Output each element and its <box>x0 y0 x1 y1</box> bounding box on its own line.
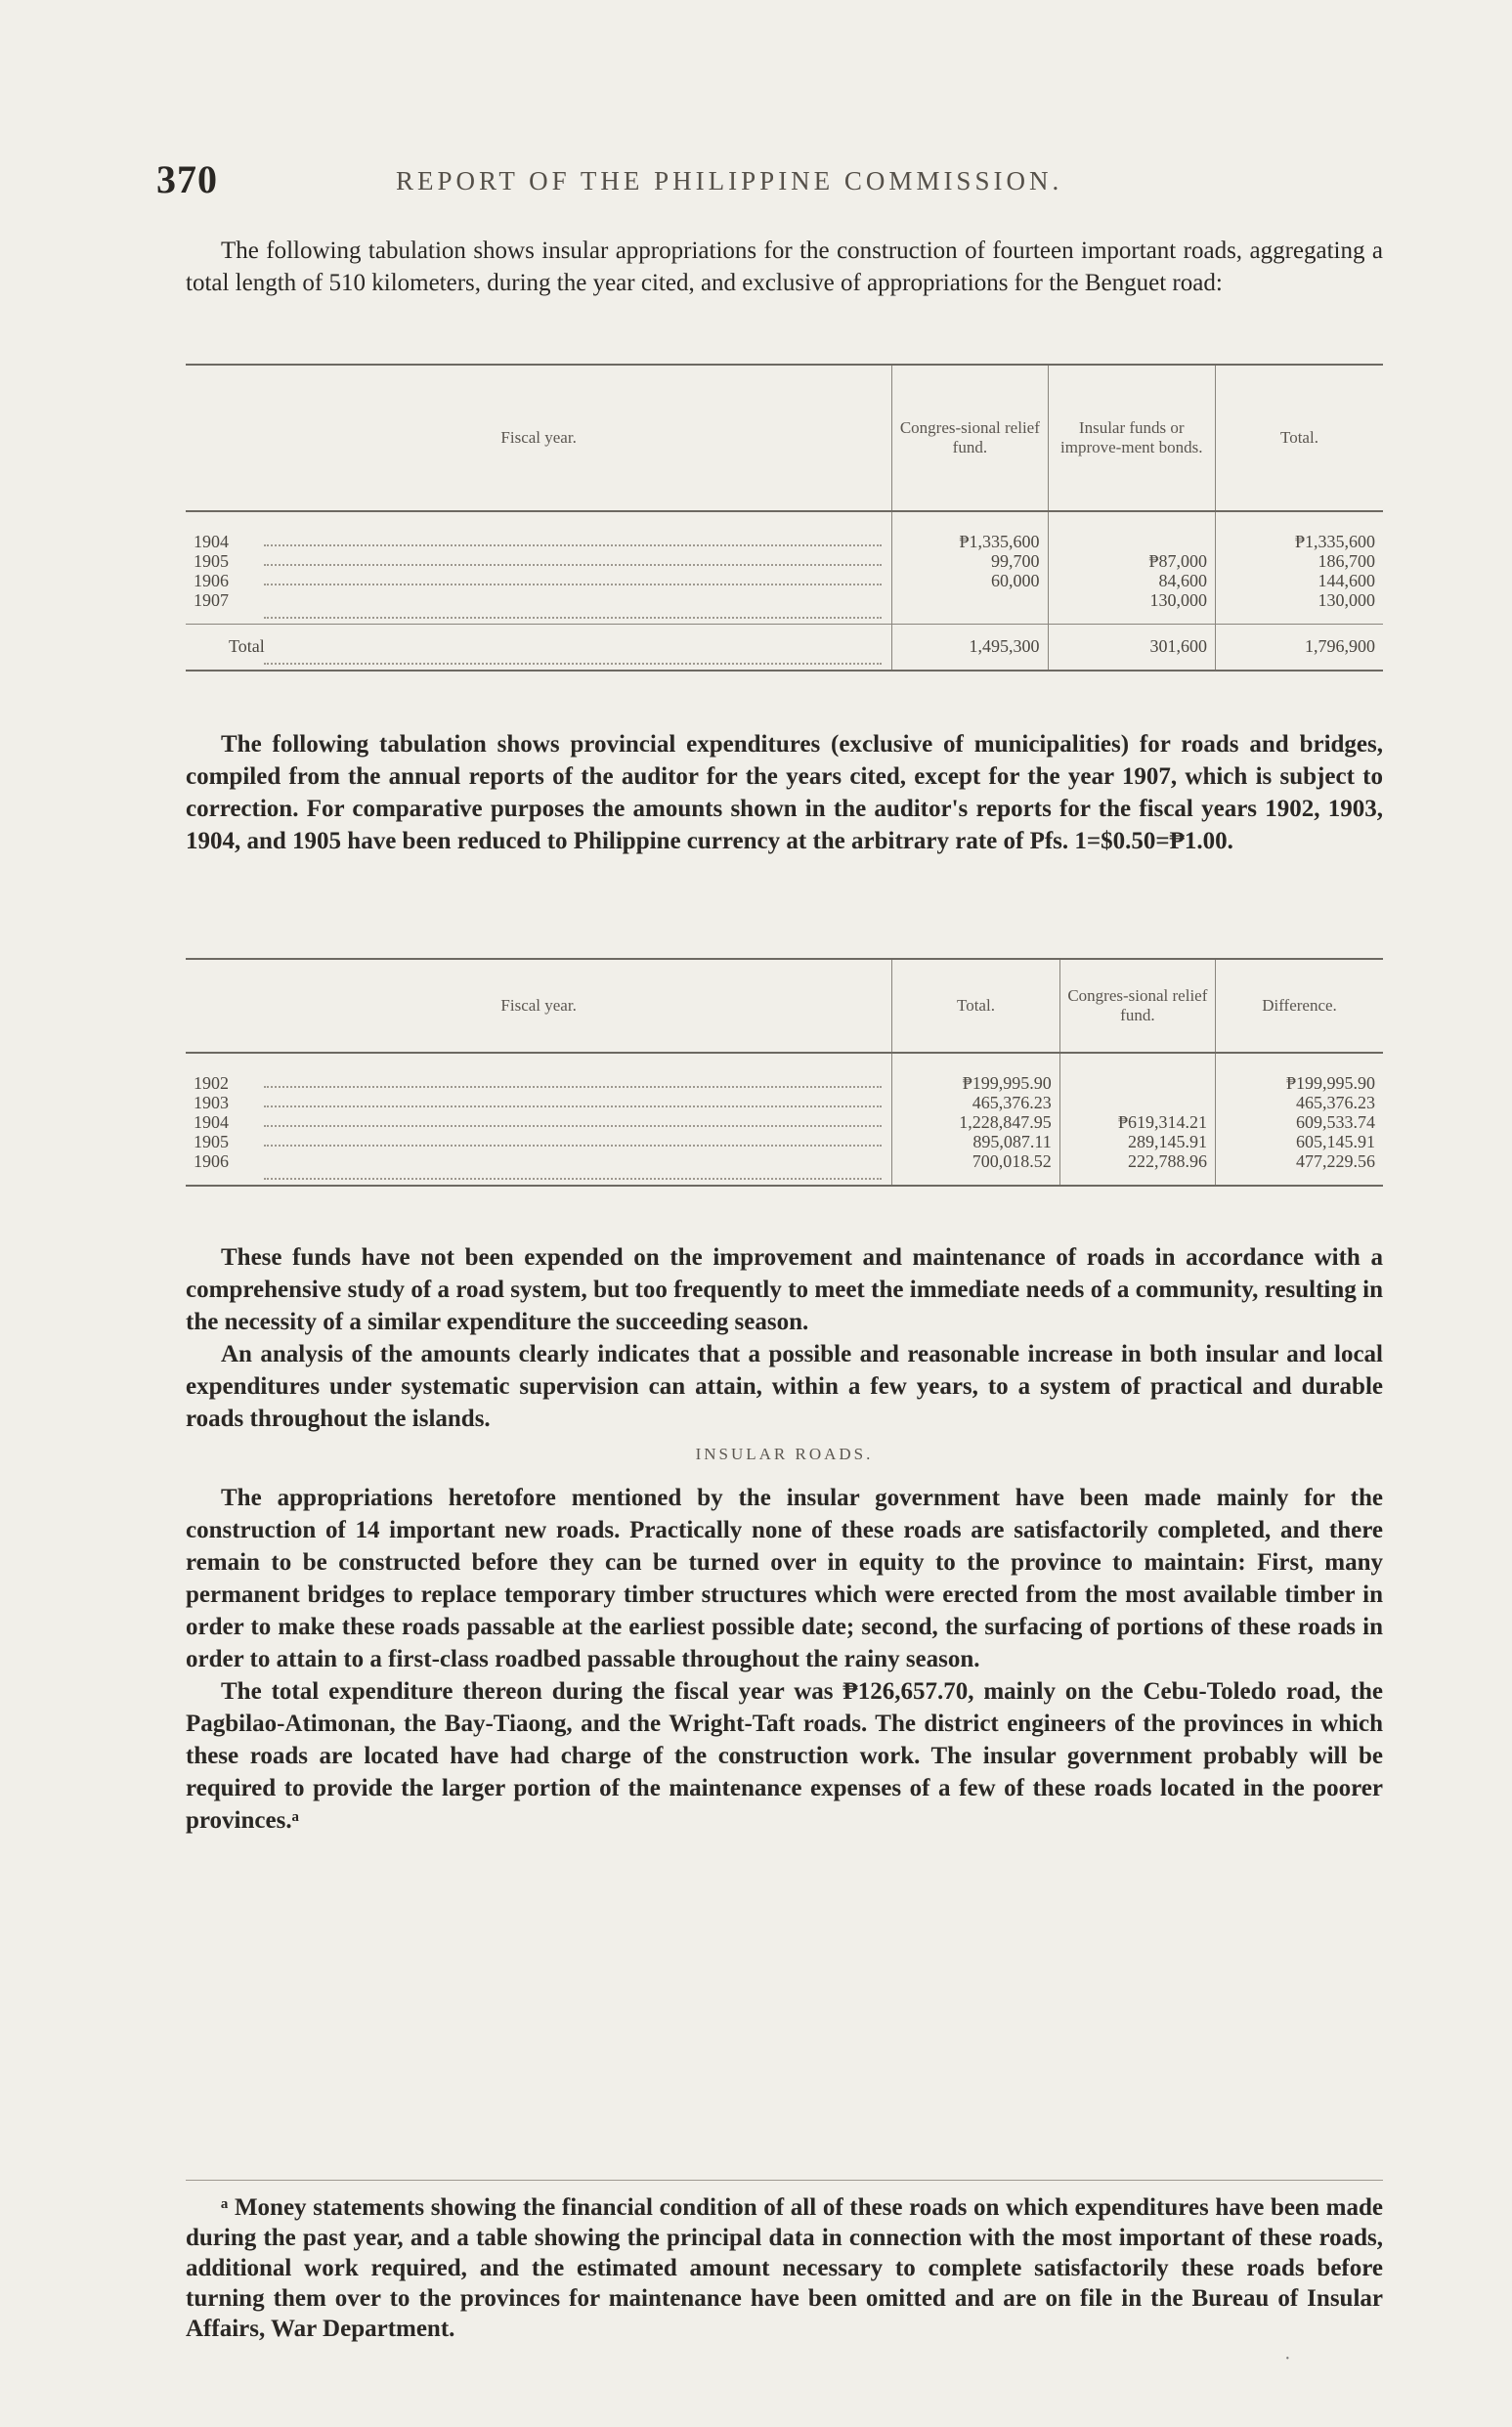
year-cell: 1905 <box>194 551 233 571</box>
total-cell: 186,700 <box>1216 551 1384 571</box>
paragraph-total-expenditure: The total expenditure thereon during the fiscal year was ₱126,657.70, mainly on the Cebu-Toledo road, the Pagbilao-Atimonan, the Bay-Tiaong, and the Wright-Taft roads. The district engineers of the provinces in which these roads are located have had charge of the construction work. The insular government probably will be required to provide the larger portion of the maintenance expenses of a few of these roads located in the poorer provinces.ᵃ <box>186 1678 1383 1834</box>
table-row <box>186 551 1383 571</box>
difference-cell: 465,376.23 <box>1216 1093 1384 1112</box>
table-row <box>186 1151 1383 1185</box>
difference-cell: 477,229.56 <box>1216 1151 1384 1185</box>
congress-cell: ₱1,335,600 <box>892 511 1048 551</box>
grand-total-cell: 1,796,900 <box>1216 625 1384 672</box>
paragraph-appropriations: The appropriations heretofore mentioned by the insular government have been made mainly for the construction of 14 important new roads. Practically none of these roads are satisfactorily completed, and there remain to be constructed before they can be turned over in equity to the province to maintain: First, many permanent bridges to replace temporary timber structures which were erected from the most available timber in order to make these roads passable at the earliest possible date; second, the surfacing of portions of these roads in order to attain to a first-class roadbed passable throughout the rainy season. <box>186 1485 1383 1672</box>
total-cell: 895,087.11 <box>892 1132 1060 1151</box>
congress-cell <box>1059 1053 1215 1093</box>
year-cell: 1902 <box>194 1073 233 1093</box>
table-row <box>186 590 1383 625</box>
insular-cell: ₱87,000 <box>1048 551 1216 571</box>
total-cell: 1,228,847.95 <box>892 1112 1060 1132</box>
total-label: Total <box>194 636 269 656</box>
total-cell: 130,000 <box>1216 590 1384 625</box>
col-header-fiscal-year: Fiscal year. <box>186 959 892 1053</box>
insular-cell: 84,600 <box>1048 571 1216 590</box>
year-cell: 1904 <box>194 532 233 551</box>
difference-cell: 609,533.74 <box>1216 1112 1384 1132</box>
footnote <box>186 2180 1383 2344</box>
col-header-congressional-fund: Congres-sional relief fund. <box>1059 959 1215 1053</box>
year-cell: 1907 <box>194 590 233 610</box>
congress-cell: 222,788.96 <box>1059 1151 1215 1185</box>
total-cell: 465,376.23 <box>892 1093 1060 1112</box>
col-header-total: Total. <box>1216 365 1384 511</box>
page-mark: · <box>1284 2348 1291 2369</box>
year-cell: 1906 <box>194 1151 233 1171</box>
paragraph-analysis: An analysis of the amounts clearly indicates that a possible and reasonable increase in both insular and local expenditures under systematic supervision can attain, within a few years, to a system of practical and durable roads throughout the islands. <box>186 1341 1383 1432</box>
congress-cell: 289,145.91 <box>1059 1132 1215 1151</box>
appropriations-table <box>186 364 1383 672</box>
intro-paragraph-1 <box>186 235 1383 299</box>
year-cell: 1904 <box>194 1112 233 1132</box>
page-header <box>156 156 1388 205</box>
table-row <box>186 571 1383 590</box>
paragraph-funds: These funds have not been expended on the improvement and maintenance of roads in accordance with a comprehensive study of a road system, but too frequently to meet the immediate needs of a community, resulting in the necessity of a similar expenditure the succeeding season. <box>186 1244 1383 1335</box>
table-row <box>186 1132 1383 1151</box>
year-cell: 1906 <box>194 571 233 590</box>
congress-cell: ₱619,314.21 <box>1059 1112 1215 1132</box>
intro-paragraph-2 <box>186 728 1383 857</box>
intro-text-2: The following tabulation shows provincial expenditures (exclusive of municipalities) for roads and bridges, compiled from the annual reports of the auditor for the years cited, except for the year 1907, which is subject to correction. For comparative purposes the amounts shown in the auditor's reports for the fiscal years 1902, 1903, 1904, and 1905 have been reduced to Philippine currency at the arbitrary rate of Pfs. 1=$0.50=₱1.00. <box>186 731 1383 854</box>
col-header-difference: Difference. <box>1216 959 1384 1053</box>
col-header-congressional-fund: Congres-sional relief fund. <box>892 365 1048 511</box>
year-cell: 1905 <box>194 1132 233 1151</box>
section-heading: INSULAR ROADS. <box>695 1445 874 1463</box>
difference-cell: ₱199,995.90 <box>1216 1053 1384 1093</box>
table-row <box>186 1053 1383 1093</box>
table-total-row <box>186 625 1383 672</box>
congress-cell: 60,000 <box>892 571 1048 590</box>
running-head: REPORT OF THE PHILIPPINE COMMISSION. <box>396 166 1063 195</box>
table-row <box>186 511 1383 551</box>
footnote-text: ᵃ Money statements showing the financial condition of all of these roads on which expenditures have been made during the past year, and a table showing the principal data in connection with the most important of these roads, additional work required, and the estimated amount necessary to complete satisfactorily these roads before turning them over to the provinces for maintenance have been omitted and are on file in the Bureau of Insular Affairs, War Department. <box>186 2194 1383 2342</box>
page-number: 370 <box>156 157 218 201</box>
total-cell: ₱199,995.90 <box>892 1053 1060 1093</box>
insular-cell <box>1048 511 1216 551</box>
difference-cell: 605,145.91 <box>1216 1132 1384 1151</box>
congress-cell: 99,700 <box>892 551 1048 571</box>
intro-text-1: The following tabulation shows insular appropriations for the construction of fourteen important roads, aggregating a total length of 510 kilometers, during the year cited, and exclusive of appropriations for the Benguet road: <box>186 238 1383 296</box>
col-header-fiscal-year: Fiscal year. <box>186 365 892 511</box>
body-text <box>186 1241 1383 1837</box>
provincial-expenditures-table <box>186 958 1383 1187</box>
col-header-total: Total. <box>892 959 1060 1053</box>
congress-cell <box>1059 1093 1215 1112</box>
total-cell: 700,018.52 <box>892 1151 1060 1185</box>
insular-total-cell: 301,600 <box>1048 625 1216 672</box>
insular-cell: 130,000 <box>1048 590 1216 625</box>
total-cell: 144,600 <box>1216 571 1384 590</box>
congress-total-cell: 1,495,300 <box>892 625 1048 672</box>
table-bottom-rule <box>186 1185 1383 1187</box>
total-cell: ₱1,335,600 <box>1216 511 1384 551</box>
congress-cell <box>892 590 1048 625</box>
col-header-insular-funds: Insular funds or improve-ment bonds. <box>1048 365 1216 511</box>
table-row <box>186 1112 1383 1132</box>
year-cell: 1903 <box>194 1093 233 1112</box>
table-row <box>186 1093 1383 1112</box>
